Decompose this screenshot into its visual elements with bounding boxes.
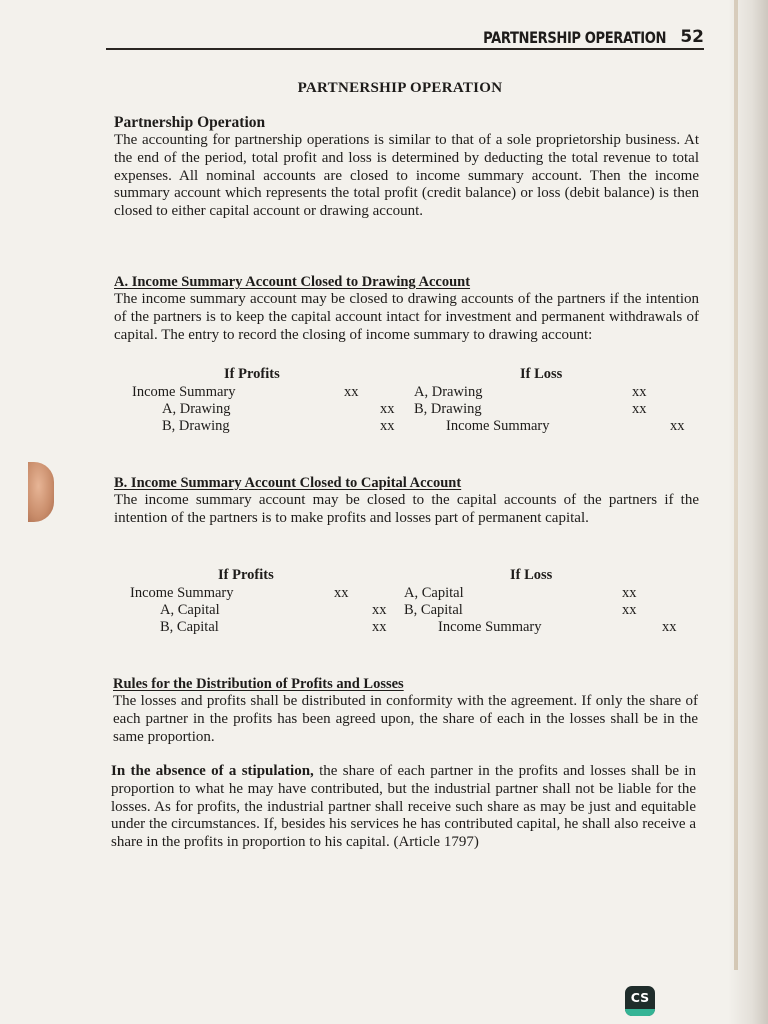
section-a-heading: A. Income Summary Account Closed to Drawing Account bbox=[114, 274, 471, 290]
section-b-profit-debit: Income Summary bbox=[130, 585, 234, 601]
camscanner-logo-text: CS bbox=[630, 990, 650, 1005]
intro-heading: Partnership Operation bbox=[114, 114, 266, 131]
section-a-loss-label: If Loss bbox=[520, 366, 563, 382]
section-b-loss-debit-1-amount: xx bbox=[622, 585, 637, 601]
header-rule bbox=[106, 48, 704, 50]
camscanner-logo-bar bbox=[625, 1009, 655, 1016]
intro-section bbox=[114, 114, 699, 221]
section-b-paragraph: The income summary account may be closed to the capital accounts of the partners if the intention of the partners is to make profits and losses part of permanent capital. bbox=[114, 492, 699, 526]
section-a-profit-debit: Income Summary bbox=[132, 384, 236, 400]
section-b-loss-debit-1: A, Capital bbox=[404, 585, 464, 601]
section-a-paragraph: The income summary account may be closed to drawing accounts of the partners if the intention of the partners is to keep the capital account intact for investment and permanent withdrawals of capital. The entry to record the closing of income summary to drawing account: bbox=[114, 291, 699, 343]
section-b-profits-label: If Profits bbox=[218, 567, 274, 583]
section-a-loss-debit-1: A, Drawing bbox=[414, 384, 483, 400]
section-b-profit-debit-amount: xx bbox=[334, 585, 349, 601]
section-b bbox=[114, 474, 699, 528]
intro-paragraph: The accounting for partnership operations is similar to that of a sole proprietorship business. At the end of the period, total profit and loss is determined by deducting the total revenue to total expenses. All nominal accounts are closed to income summary account. Then the income summary account which represents the total profit (credit balance) or loss (debit balance) is then closed to either capital account or drawing account. bbox=[114, 132, 699, 220]
finger-shadow bbox=[28, 462, 54, 522]
stipulation-paragraph bbox=[111, 763, 696, 852]
stipulation-section bbox=[111, 763, 696, 852]
section-a-loss-credit: Income Summary bbox=[446, 418, 550, 434]
stipulation-text: the share of each partner in the profits and losses shall be in proportion to what he may have contributed, but the industrial partner shall not be liable for the losses. As for profits, the industrial partner shall receive such share as may be just and equitable under the circumstances. If, besides his services he has contributed capital, he shall also receive a share in the profits in proportion to his capital. (Article 1797) bbox=[111, 763, 696, 851]
page-title: PARTNERSHIP OPERATION bbox=[297, 80, 503, 96]
section-a-loss-credit-amount: xx bbox=[670, 418, 685, 434]
section-a-loss-debit-1-amount: xx bbox=[632, 384, 647, 400]
running-head bbox=[106, 28, 704, 48]
section-a bbox=[114, 273, 699, 344]
section-a-loss-debit-2: B, Drawing bbox=[414, 401, 482, 417]
stipulation-lead: In the absence of a stipulation, bbox=[111, 763, 314, 779]
camscanner-logo-icon bbox=[625, 986, 655, 1016]
running-head-title: PARTNERSHIP OPERATION bbox=[483, 28, 666, 47]
section-b-loss-label: If Loss bbox=[510, 567, 553, 583]
section-b-loss-debit-2-amount: xx bbox=[622, 602, 637, 618]
section-b-loss-debit-2: B, Capital bbox=[404, 602, 463, 618]
rules-heading: Rules for the Distribution of Profits and Losses bbox=[113, 676, 404, 692]
section-a-profit-debit-amount: xx bbox=[344, 384, 359, 400]
page-number: 52 bbox=[680, 27, 704, 47]
section-a-profit-credit-1-amount: xx bbox=[380, 401, 395, 417]
section-a-loss-debit-2-amount: xx bbox=[632, 401, 647, 417]
section-a-profit-credit-2: B, Drawing bbox=[162, 418, 230, 434]
section-a-profits-label: If Profits bbox=[224, 366, 280, 382]
section-a-profit-credit-1: A, Drawing bbox=[162, 401, 231, 417]
section-b-loss-credit: Income Summary bbox=[438, 619, 542, 635]
section-b-profit-credit-1-amount: xx bbox=[372, 602, 387, 618]
section-b-loss-credit-amount: xx bbox=[662, 619, 677, 635]
section-b-profit-credit-2: B, Capital bbox=[160, 619, 219, 635]
rules-paragraph: The losses and profits shall be distributed in conformity with the agreement. If only the share of each partner in the profits has been agreed upon, the share of each in the losses shall be in the same proportion. bbox=[113, 693, 698, 745]
section-b-profit-credit-1: A, Capital bbox=[160, 602, 220, 618]
section-b-heading: B. Income Summary Account Closed to Capital Account bbox=[114, 475, 462, 491]
section-a-profit-credit-2-amount: xx bbox=[380, 418, 395, 434]
page-edge bbox=[734, 0, 738, 970]
section-b-profit-credit-2-amount: xx bbox=[372, 619, 387, 635]
rules-section bbox=[113, 675, 698, 746]
